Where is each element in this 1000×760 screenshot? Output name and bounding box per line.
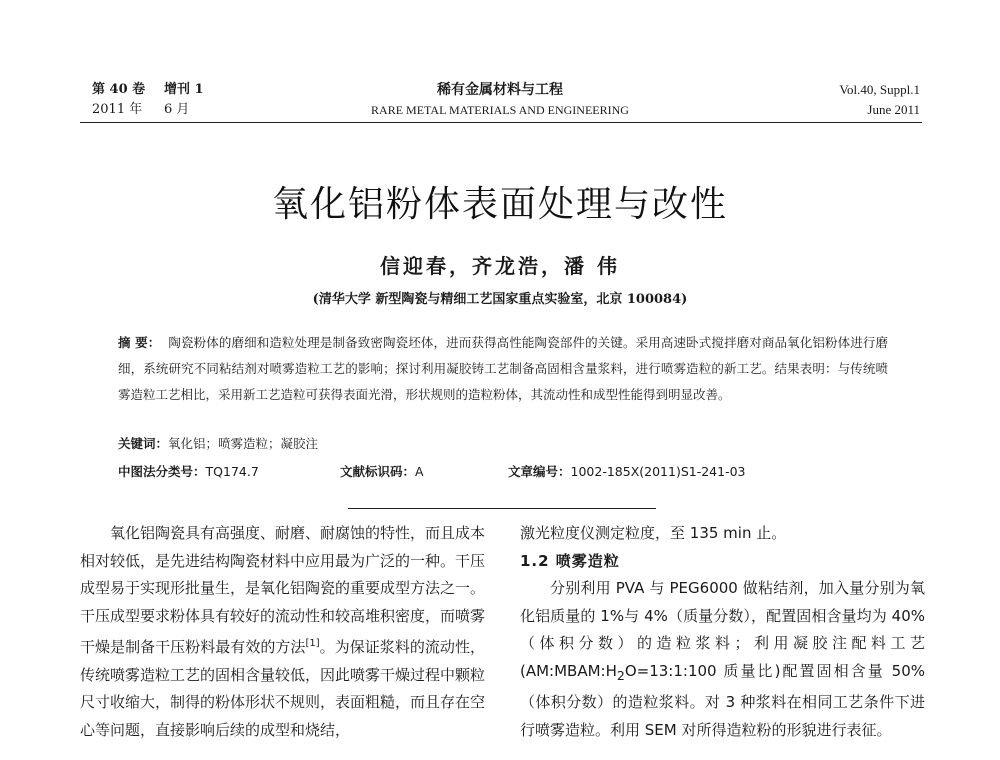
article-number-value: 1002-185X(2011)S1-241-03 xyxy=(570,464,746,479)
journal-name-en: RARE METAL MATERIALS AND ENGINEERING xyxy=(371,103,629,117)
section-heading: 1.2 喷雾造粒 xyxy=(520,551,620,570)
year-label: 2011 年 xyxy=(92,102,143,117)
supplement-label: 增刊 1 xyxy=(164,82,204,97)
intro-text-b: 。为保证浆料的流动性，传统喷雾造粒工艺的固相含量较低，因此喷雾干燥过程中颗粒尺寸收缩大，制得的粉体形状不规则，表面粗糙，而且存在空心等问题，直接影响后续的成型和烧结， xyxy=(80,638,486,739)
body-left-column xyxy=(80,520,485,744)
journal-name-cn: 稀有金属材料与工程 xyxy=(437,82,563,98)
method-paragraph xyxy=(520,575,925,744)
intro-text-a: 氧化铝陶瓷具有高强度、耐磨、耐腐蚀的特性，而且成本相对较低，是先进结构陶瓷材料中应用最为广泛的一种。干压成型易于实现形批量生，是氧化铝陶瓷的重要成型方法之一。干压成型要求粉体具有较好的流动性和较高堆积密度，而喷雾干燥是制备干压粉料最有效的方法 xyxy=(80,524,486,656)
volume-label: 第 40 卷 xyxy=(92,82,146,97)
abstract-text: 陶瓷粉体的磨细和造粒处理是制备致密陶瓷坯体，进而获得高性能陶瓷部件的关键。采用高速卧式搅拌磨对商品氧化铝粉体进行磨细，系统研究不同粘结剂对喷雾造粒工艺的影响；探讨利用凝胶铸工艺制备高固相含量浆料，进行喷雾造粒的新工艺。结果表明：与传统喷雾造粒工艺相比，采用新工艺造粒可获得表面光滑，形状规则的造粒粉体，其流动性和成型性能得到明显改善。 xyxy=(118,335,888,402)
doc-code-value: A xyxy=(415,464,424,479)
keywords xyxy=(118,434,318,452)
intro-paragraph xyxy=(80,520,485,744)
subscript-2: 2 xyxy=(616,667,625,683)
doc-code-group xyxy=(340,462,508,480)
clc-group xyxy=(118,462,340,480)
affiliation: (清华大学 新型陶瓷与精细工艺国家重点实验室，北京 100084) xyxy=(312,292,688,307)
clc-value: TQ174.7 xyxy=(205,464,259,479)
classification-line xyxy=(118,462,888,480)
volume-en: Vol.40, Suppl.1 xyxy=(839,82,920,97)
continued-line: 激光粒度仪测定粒度，至 135 min 止。 xyxy=(520,524,787,542)
method-text-a: 分别利用 PVA 与 PEG6000 做粘结剂，加入量分别为氧化铝质量的 1%与 4%（质量分数），配置固相含量均为 40%（体积分数）的造粒浆料；利用凝胶注配料工艺(AM:MBAM:H xyxy=(520,579,925,680)
keywords-label: 关键词： xyxy=(118,436,169,451)
journal-volume-en xyxy=(839,80,920,120)
doc-code-label: 文献标识码： xyxy=(340,464,416,479)
header-rule xyxy=(80,122,922,123)
abstract-label: 摘 要： xyxy=(118,335,161,350)
article-number-label: 文章编号： xyxy=(508,464,571,479)
article-number-group xyxy=(508,462,746,480)
abstract xyxy=(118,330,888,408)
body-right-column xyxy=(520,520,925,744)
citation-ref[interactable]: [1] xyxy=(305,638,320,649)
authors: 信迎春，齐龙浩，潘 伟 xyxy=(380,254,620,278)
section-divider xyxy=(348,508,656,509)
clc-label: 中图法分类号： xyxy=(118,464,206,479)
method-text-b: O=13:1:100 质量比)配置固相含量 50%（体积分数）的造粒浆料。对 3 种浆料在相同工艺条件下进行喷雾造粒。利用 SEM 对所得造粒粉的形貌进行表征。 xyxy=(520,661,925,739)
paper-title: 氧化铝粉体表面处理与改性 xyxy=(271,184,728,225)
month-label: 6 月 xyxy=(164,102,190,117)
date-en: June 2011 xyxy=(867,102,920,117)
keywords-text: 氧化铝；喷雾造粒；凝胶注 xyxy=(168,436,319,451)
